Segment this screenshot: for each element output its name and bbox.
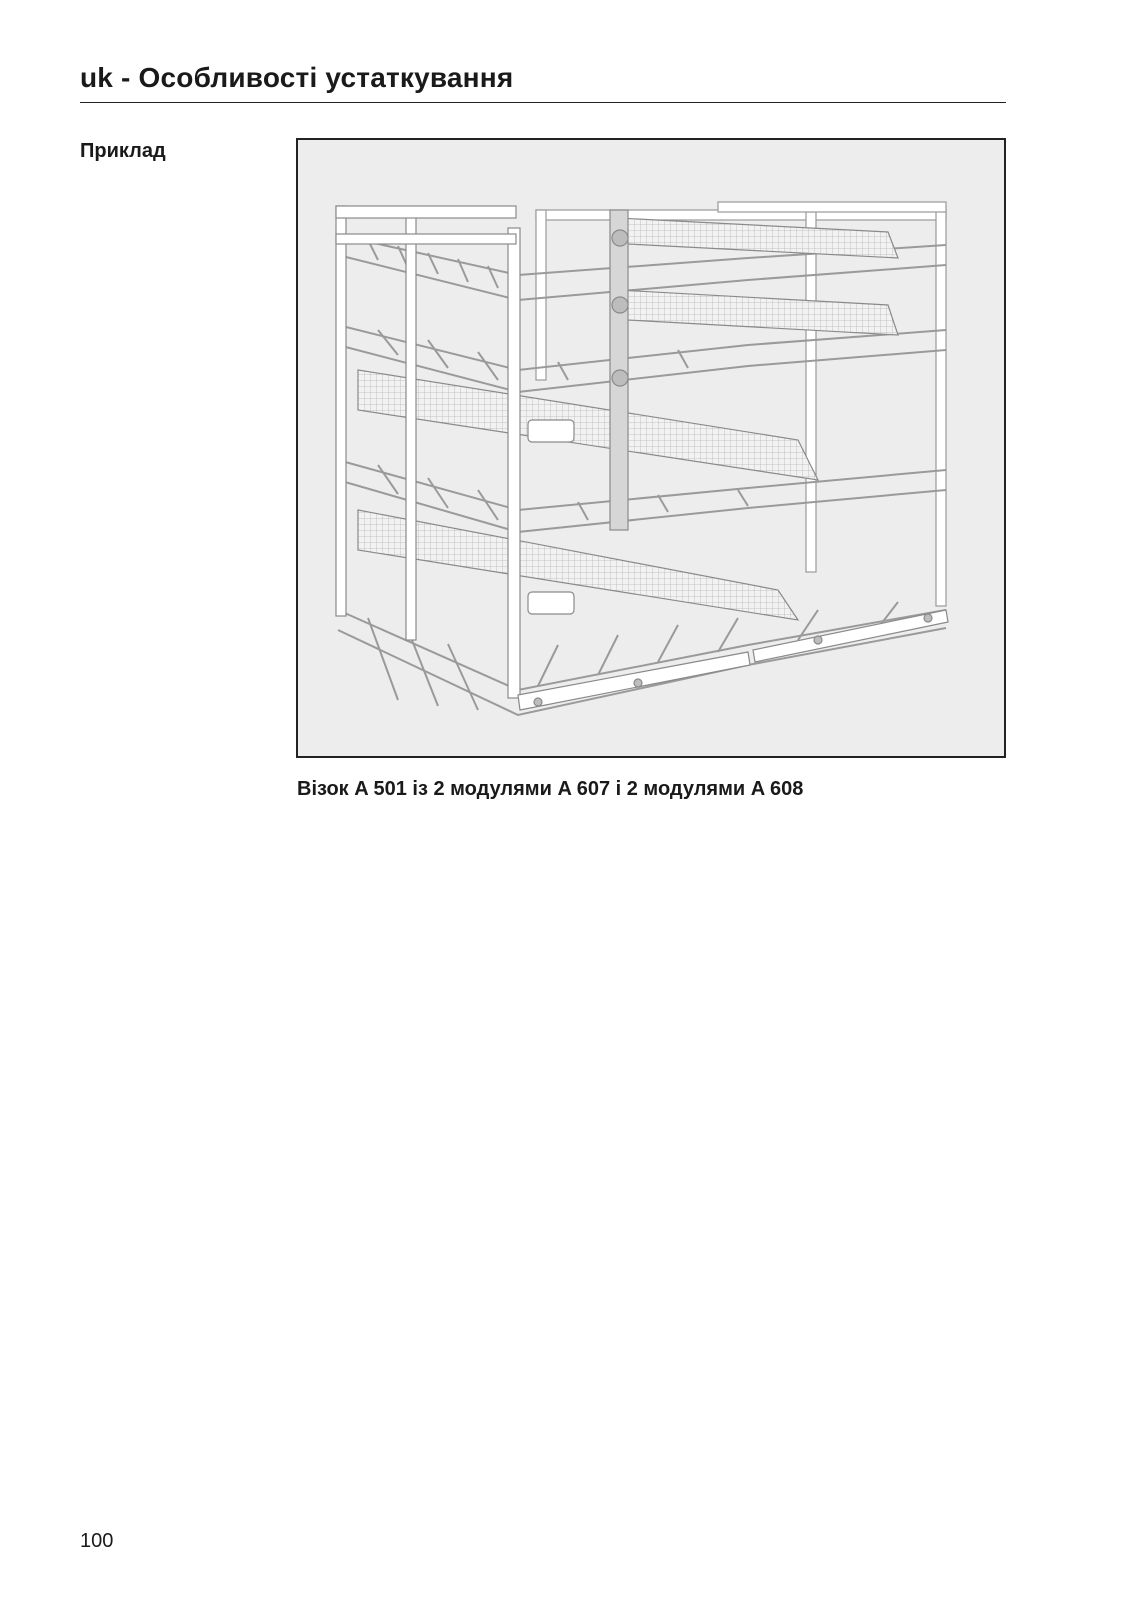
page-number: 100 [80, 1530, 114, 1552]
figure-frame [296, 138, 1006, 758]
header-divider [80, 102, 1006, 103]
spray-column [610, 210, 628, 530]
page-title: uk - Особливості устаткування [80, 62, 514, 93]
back-frame [536, 202, 946, 606]
front-frame [336, 206, 520, 698]
figure-caption: Візок A 501 із 2 модулями A 607 і 2 модулями A 608 [297, 778, 804, 800]
trolley-illustration [298, 140, 1004, 756]
section-label: Приклад [80, 140, 166, 162]
